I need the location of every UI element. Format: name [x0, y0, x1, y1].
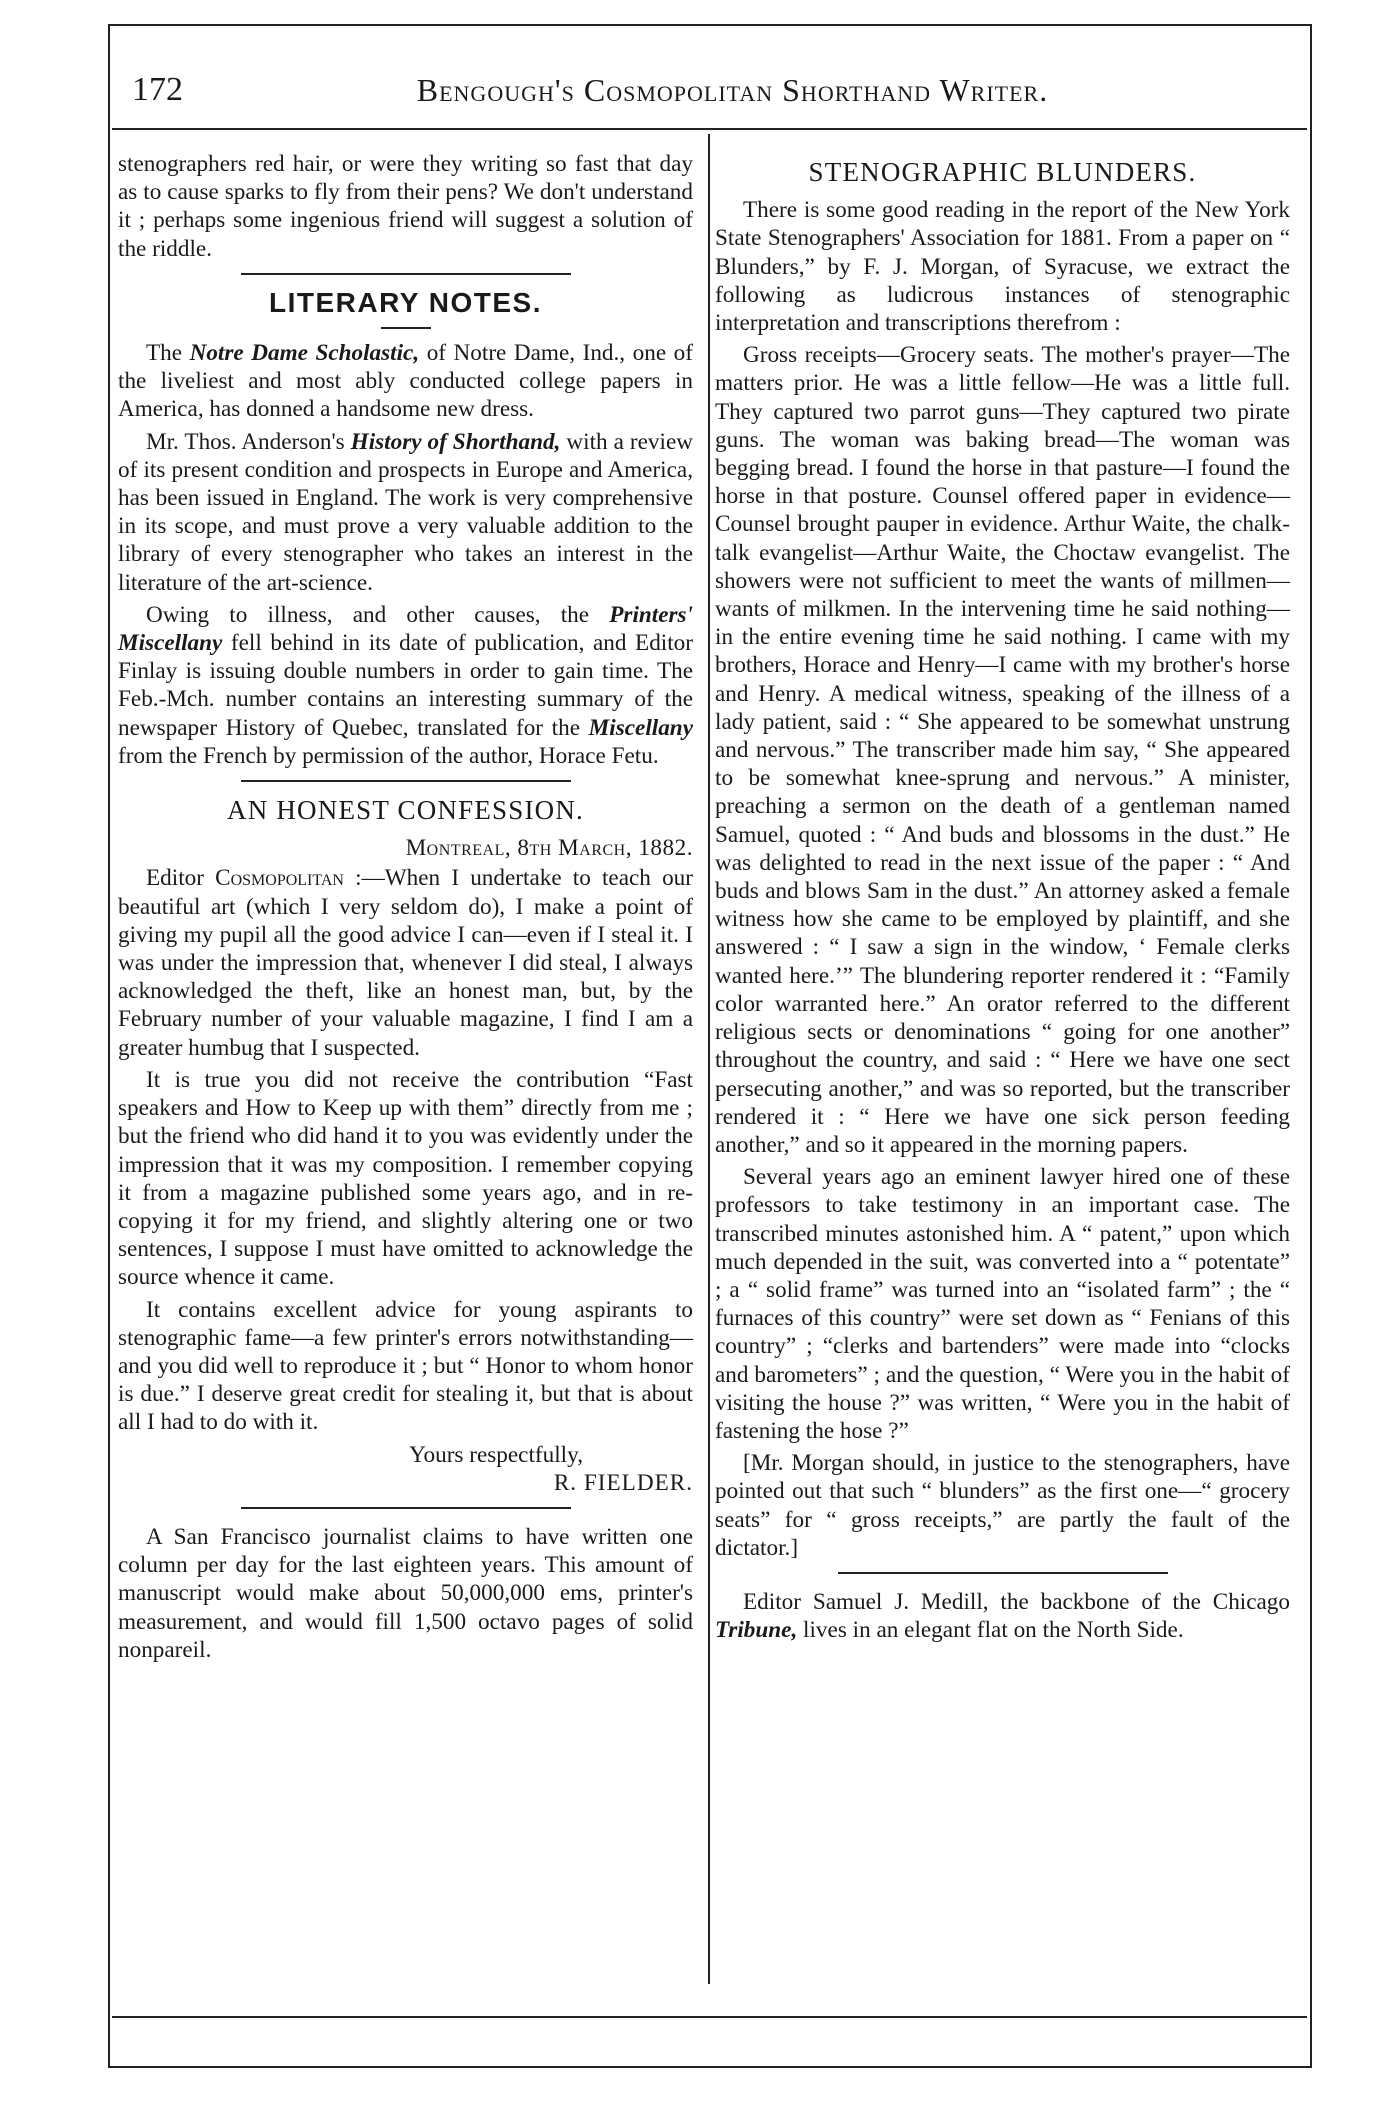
- confession-dateline: Montreal, 8th March, 1882.: [405, 835, 693, 862]
- confession-paragraph: It is true you did not receive the contribution “Fast speakers and How to Keep up with them” directly from me ; but the friend who did hand it to you was evidently under the impression that it was my composition. I remember copying it from a magazine published some years ago, and in re-copying it for my friend, and slightly altering one or two sentences, I suppose I must have omitted to acknowledge the source whence it came.: [118, 1066, 693, 1291]
- publication-title: Notre Dame Scholastic,: [189, 340, 420, 367]
- publication-title: Miscellany: [588, 714, 693, 741]
- publication-title: Printers' Miscellany: [118, 601, 693, 657]
- text-span: Mr. Thos. Anderson's: [146, 428, 351, 455]
- running-title: Bengough's Cosmopolitan Shorthand Writer.: [416, 71, 1049, 108]
- continuation-paragraph: stenographers red hair, or were they writing so fast that day as to cause sparks to fly from their pens? We don't understand it ; perhaps some ingenious friend will suggest a solution of the riddle.: [118, 151, 693, 262]
- confession-paragraph: [118, 864, 693, 1061]
- section-rule: [241, 780, 571, 782]
- blunders-paragraph: Gross receipts—Grocery seats. The mother's prayer—The matters prior. He was a little fellow—He was a little full. They captured two parrot guns—They captured two pirate guns. The woman was baking bread—The woman was begging bread. I found the horse in that pasture—I found the horse in that posture. Counsel offered paper in evidence—Counsel brought pauper in evidence. Arthur Waite, the chalk-talk evangelist—Arthur Waite, the Choctaw evangelist. The showers were not sufficient to meet the wants of millmen—wants of milkmen. In the intervening time he said nothing—in the entire evening time he said nothing. I came with my brothers, Horace and Henry—I came with my brother's horse and Henry. A medical witness, speaking of the illness of a lady patient, said : “ She appeared to be somewhat unstrung and nervous.” The transcriber made him say, “ She appeared to be somewhat knee-sprung and nervous.” A minister, preaching a sermon on the death of a gentleman named Samuel, quoted : “ And buds and blossoms in the dust.” He was delighted to read in the next issue of the paper : “ And buds and blows Sam in the dust.” An attorney asked a female witness how she came to be employed by plaintiff, and she answered : “ I saw a sign in the window, ‘ Female clerks wanted here.’” The blundering reporter rendered it : “Family color warranted here.” An orator referred to the different religious sects or denominations “ going for one another” throughout the country, and said : “ Here we have one sect persecuting another,” and was so reported, but the transcriber rendered it : “ Here we have one sick person feeding another,” and so it appeared in the morning papers.: [715, 342, 1290, 1158]
- publication-title: History of Shorthand,: [350, 428, 561, 455]
- left-column: [118, 150, 693, 1668]
- confession-heading: AN HONEST CONFESSION.: [227, 795, 584, 826]
- heading-rule: [381, 327, 431, 329]
- publication-title: Tribune,: [715, 1617, 798, 1644]
- text-span: Editor Samuel J. Medill, the backbone of the Chicago: [743, 1588, 1290, 1615]
- column-divider: [708, 134, 710, 1984]
- text-span: fell behind in its date of publication, and Editor Finlay is issuing double numbers in order to gain time. The Feb.-Mch. number contains an interesting summary of the newspaper History of Quebec, translated for the: [118, 630, 693, 741]
- bottom-rule: [112, 2016, 1307, 2018]
- letter-signature: R. FIELDER.: [553, 1469, 693, 1496]
- right-column: [715, 150, 1290, 1648]
- medill-paragraph: [715, 1588, 1290, 1644]
- letter-signoff: Yours respectfully,: [409, 1441, 583, 1468]
- notre-dame-paragraph: [118, 339, 693, 424]
- journalist-paragraph: A San Francisco journalist claims to have written one column per day for the last eighteen years. This amount of manuscript would make about 50,000,000 ems, printer's measurement, and would fill 1,500 octavo pages of solid nonpareil.: [118, 1523, 693, 1663]
- blunders-heading: STENOGRAPHIC BLUNDERS.: [808, 157, 1197, 187]
- blunders-paragraph: Several years ago an eminent lawyer hired one of these professors to take testimony in an important case. The transcribed minutes astonished him. A “ patent,” upon which much depended in the suit, was converted into a “ potentate” ; a “ solid frame” was turned into an “isolated farm” ; the “ furnaces of this country” were set down as “ Fenians of this country” ; “clerks and bartenders” were made into “clocks and barometers” ; and the question, “ Were you in the habit of visiting the house ?” was written, “ Were you in the habit of fastening the hose ?”: [715, 1164, 1290, 1444]
- literary-notes-heading: LITERARY NOTES.: [269, 286, 542, 318]
- text-span: :—When I undertake to teach our beautiful art (which I very seldom do), I make a point of giving my pupil all the good advice I can—even if I steal it. I was under the impression that, whenever I did steal, I always acknowledged the theft, like an honest man, but, by the February number of your valuable magazine, I find I am a greater humbug that I suspected.: [118, 865, 693, 1061]
- header-rule: [112, 128, 1307, 130]
- text-span: Owing to illness, and other causes, the: [146, 601, 610, 628]
- addressee-name: Cosmopolitan: [215, 865, 344, 892]
- text-span: lives in an elegant flat on the North Side.: [797, 1617, 1184, 1644]
- page-number: 172: [132, 71, 183, 108]
- section-rule: [838, 1572, 1168, 1574]
- section-rule: [241, 1507, 571, 1509]
- confession-paragraph: It contains excellent advice for young aspirants to stenographic fame—a few printer's errors notwithstanding—and you did well to reproduce it ; but “ Honor to whom honor is due.” I deserve great credit for stealing it, but that is about all I had to do with it.: [118, 1296, 693, 1436]
- text-span: with a review of its present condition and prospects in Europe and America, has been issued in England. The work is very comprehensive in its scope, and must prove a very valuable addition to the library of every stenographer who takes an interest in the literature of the art-science.: [118, 428, 694, 596]
- text-span: of Notre Dame, Ind., one of the liveliest and most ably conducted college papers in America, has donned a handsome new dress.: [118, 340, 693, 423]
- text-span: The: [146, 340, 190, 367]
- text-span: from the French by permission of the author, Horace Fetu.: [118, 742, 659, 769]
- blunders-paragraph: There is some good reading in the report of the New York State Stenographers' Association for 1881. From a paper on “ Blunders,” by F. J. Morgan, of Syracuse, we extract the following as ludicrous instances of stenographic interpretation and transcriptions therefrom :: [715, 197, 1290, 337]
- anderson-paragraph: [118, 428, 693, 597]
- blunders-note: [Mr. Morgan should, in justice to the stenographers, have pointed out that such “ blunders” as the first one—“ grocery seats” for “ gross receipts,” are partly the fault of the dictator.]: [715, 1450, 1290, 1561]
- text-span: Editor: [146, 865, 216, 892]
- page-header: [118, 60, 1303, 120]
- section-rule: [241, 273, 571, 275]
- miscellany-paragraph: [118, 601, 693, 770]
